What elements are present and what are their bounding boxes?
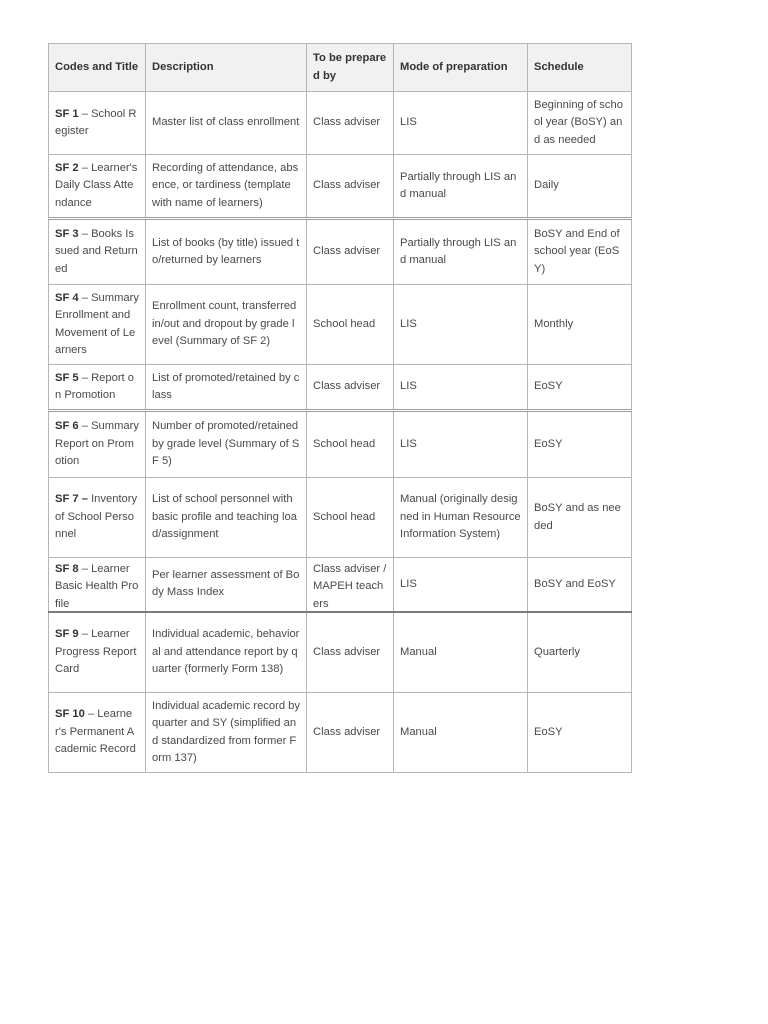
form-code: SF 7 – (55, 493, 88, 506)
form-title: Inventory of School Personnel (55, 493, 138, 541)
row-prepared-by: Class adviser (307, 693, 394, 773)
row-code-cell (49, 558, 146, 612)
table-row (49, 558, 632, 612)
row-mode: LIS (394, 411, 528, 478)
row-schedule: Beginning of school year (BoSY) and as needed (528, 92, 632, 155)
table-header-row (49, 44, 632, 92)
table-row (49, 411, 632, 478)
row-code-cell (49, 155, 146, 219)
row-mode: LIS (394, 365, 528, 411)
row-code-cell (49, 92, 146, 155)
form-code: SF 2 (55, 161, 79, 174)
row-description: List of school personnel with basic profile and teaching load/assignment (146, 478, 307, 558)
row-description: Enrollment count, transferred in/out and dropout by grade level (Summary of SF 2) (146, 285, 307, 365)
form-code: SF 3 (55, 227, 79, 240)
row-mode: LIS (394, 285, 528, 365)
row-mode: LIS (394, 92, 528, 155)
header-schedule: Schedule (528, 44, 632, 92)
table-row (49, 155, 632, 219)
row-schedule: EoSY (528, 365, 632, 411)
row-prepared-by: Class adviser (307, 92, 394, 155)
row-prepared-by: School head (307, 411, 394, 478)
row-code-cell (49, 285, 146, 365)
form-code: SF 5 (55, 371, 79, 384)
row-mode: Manual (394, 612, 528, 693)
form-title: – Summary Enrollment and Movement of Learners (55, 291, 139, 356)
form-title: – Summary Report on Promotion (55, 420, 139, 468)
row-description: Recording of attendance, absence, or tardiness (template with name of learners) (146, 155, 307, 219)
row-description: Individual academic, behavioral and attendance report by quarter (formerly Form 138) (146, 612, 307, 693)
row-prepared-by: Class adviser (307, 365, 394, 411)
row-prepared-by: Class adviser (307, 155, 394, 219)
form-title: – Learner's Permanent Academic Record (55, 708, 136, 756)
form-title: – School Register (55, 107, 137, 137)
row-description: List of promoted/retained by class (146, 365, 307, 411)
row-description: List of books (by title) issued to/returned by learners (146, 219, 307, 285)
table-row (49, 612, 632, 693)
form-code: SF 1 (55, 107, 79, 120)
row-schedule: BoSY and EoSY (528, 558, 632, 612)
row-mode: Manual (originally designed in Human Resource Information System) (394, 478, 528, 558)
row-description: Number of promoted/retained by grade level (Summary of SF 5) (146, 411, 307, 478)
row-schedule: Monthly (528, 285, 632, 365)
form-code: SF 9 (55, 628, 79, 641)
row-code-cell (49, 693, 146, 773)
row-prepared-by: Class adviser (307, 612, 394, 693)
school-forms-table (48, 43, 632, 773)
header-codes: Codes and Title (49, 44, 146, 92)
table-row (49, 693, 632, 773)
row-mode: Partially through LIS and manual (394, 155, 528, 219)
school-forms-sheet (48, 43, 631, 773)
form-code: SF 10 (55, 708, 85, 721)
row-code-cell (49, 612, 146, 693)
table-row (49, 365, 632, 411)
form-title: – Learner Progress Report Card (55, 628, 137, 675)
table-row (49, 285, 632, 365)
row-description: Individual academic record by quarter and SY (simplified and standardized from former Form 137) (146, 693, 307, 773)
row-schedule: Daily (528, 155, 632, 219)
form-title: – Learner's Daily Class Attendance (55, 161, 138, 209)
row-mode: Partially through LIS and manual (394, 219, 528, 285)
row-prepared-by-cell (307, 558, 394, 612)
row-description: Per learner assessment of Body Mass Index (146, 558, 307, 612)
row-prepared-by: Class adviser (307, 219, 394, 285)
table-row (49, 478, 632, 558)
row-schedule: BoSY and as needed (528, 478, 632, 558)
row-prepared-by: School head (307, 285, 394, 365)
row-schedule: EoSY (528, 411, 632, 478)
form-code: SF 4 (55, 291, 79, 304)
row-description: Master list of class enrollment (146, 92, 307, 155)
table-row (49, 92, 632, 155)
row-code-cell (49, 478, 146, 558)
row-prepared-by: School head (307, 478, 394, 558)
row-mode: LIS (394, 558, 528, 612)
row-prepared-by: Class adviser / MAPEH teachers (313, 563, 387, 609)
row-schedule: EoSY (528, 693, 632, 773)
form-title: – Books Issued and Returned (55, 227, 138, 275)
form-title: – Report on Promotion (55, 371, 134, 401)
header-prepared-by: To be prepared by (307, 44, 394, 92)
form-code: SF 8 (55, 563, 79, 575)
header-description: Description (146, 44, 307, 92)
row-code-cell (49, 219, 146, 285)
form-code: SF 6 (55, 420, 79, 433)
header-mode: Mode of preparation (394, 44, 528, 92)
row-code-cell (49, 411, 146, 478)
form-title: – Learner Basic Health Profile (55, 563, 139, 609)
row-schedule: BoSY and End of school year (EoSY) (528, 219, 632, 285)
row-schedule: Quarterly (528, 612, 632, 693)
row-mode: Manual (394, 693, 528, 773)
row-code-cell (49, 365, 146, 411)
table-row (49, 219, 632, 285)
